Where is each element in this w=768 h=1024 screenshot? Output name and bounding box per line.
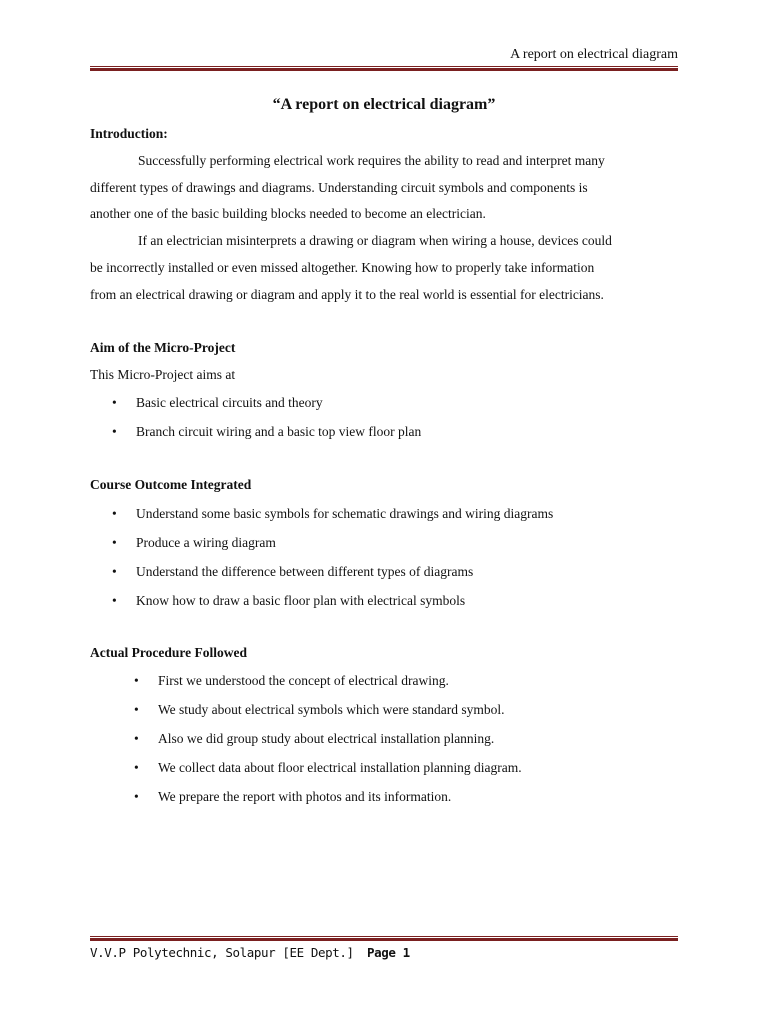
list-item	[112, 423, 421, 452]
footer-rule	[90, 936, 678, 941]
list-item	[134, 730, 522, 759]
list-item-text: We study about electrical symbols which were standard symbol.	[158, 702, 505, 717]
aim-intro-text: This Micro-Project aims at	[90, 367, 236, 382]
bullet-icon: •	[134, 789, 139, 804]
aim-heading: Aim of the Micro-Project	[90, 340, 236, 355]
list-item	[112, 394, 421, 423]
footer-institution: V.V.P Polytechnic, Solapur [EE Dept.]	[90, 945, 354, 960]
bullet-icon: •	[112, 424, 117, 439]
intro-paragraph-2-line-3: from an electrical drawing or diagram and apply it to the real world is essential for electricians.	[90, 287, 604, 302]
bullet-icon: •	[134, 760, 139, 775]
footer-page-number: Page 1	[367, 945, 410, 960]
list-item-text: Know how to draw a basic floor plan with electrical symbols	[136, 593, 466, 608]
list-item	[134, 788, 522, 817]
list-item-text: Understand the difference between different types of diagrams	[136, 564, 474, 579]
bullet-icon: •	[112, 535, 117, 550]
bullet-icon: •	[112, 564, 117, 579]
list-item-text: Also we did group study about electrical installation planning.	[158, 731, 495, 746]
bullet-icon: •	[134, 702, 139, 717]
course-outcome-heading: Course Outcome Integrated	[90, 477, 252, 492]
aim-list	[112, 394, 421, 452]
header-rule	[90, 66, 678, 71]
procedure-list	[134, 672, 522, 817]
list-item	[112, 505, 553, 534]
list-item-text: We prepare the report with photos and its information.	[158, 789, 452, 804]
list-item-text: First we understood the concept of electrical drawing.	[158, 673, 449, 688]
intro-paragraph-2-line-1: If an electrician misinterprets a drawing or diagram when wiring a house, devices could	[138, 233, 612, 248]
course-outcome-list	[112, 505, 553, 621]
list-item	[112, 534, 553, 563]
bullet-icon: •	[112, 593, 117, 608]
intro-paragraph-1-line-1: Successfully performing electrical work requires the ability to read and interpret many	[138, 153, 605, 168]
list-item-text: Branch circuit wiring and a basic top view floor plan	[136, 424, 422, 439]
list-item	[134, 701, 522, 730]
introduction-heading: Introduction:	[90, 126, 168, 141]
bullet-icon: •	[134, 673, 139, 688]
list-item-text: Understand some basic symbols for schematic drawings and wiring diagrams	[136, 506, 554, 521]
intro-paragraph-1-line-2: different types of drawings and diagrams. Understanding circuit symbols and components is	[90, 180, 588, 195]
document-title: “A report on electrical diagram”	[272, 96, 496, 113]
list-item-text: Produce a wiring diagram	[136, 535, 276, 550]
intro-paragraph-2-line-2: be incorrectly installed or even missed altogether. Knowing how to properly take information	[90, 260, 595, 275]
list-item	[112, 592, 553, 621]
intro-paragraph-1-line-3: another one of the basic building blocks needed to become an electrician.	[90, 206, 486, 221]
bullet-icon: •	[112, 506, 117, 521]
list-item	[112, 563, 553, 592]
running-header-title: A report on electrical diagram	[510, 47, 678, 62]
procedure-heading: Actual Procedure Followed	[90, 645, 247, 660]
list-item	[134, 759, 522, 788]
bullet-icon: •	[112, 395, 117, 410]
list-item-text: We collect data about floor electrical installation planning diagram.	[158, 760, 522, 775]
bullet-icon: •	[134, 731, 139, 746]
list-item	[134, 672, 522, 701]
list-item-text: Basic electrical circuits and theory	[136, 395, 323, 410]
